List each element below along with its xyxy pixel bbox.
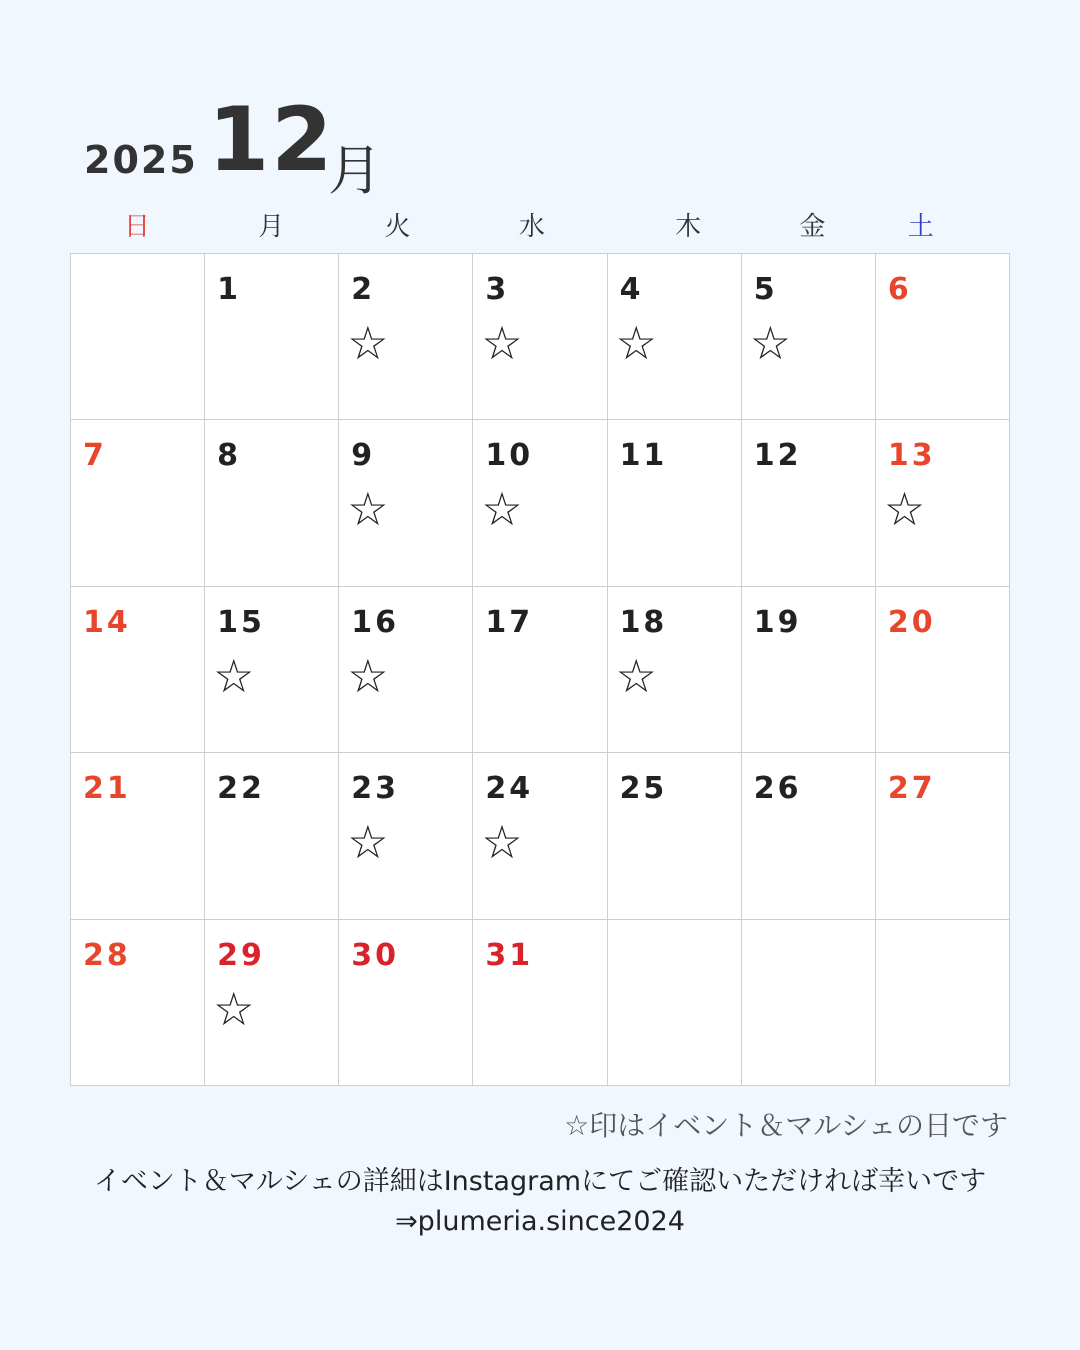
event-star-icon: ☆ <box>481 815 523 870</box>
calendar-day-cell <box>205 254 339 420</box>
calendar-day-cell <box>473 420 607 586</box>
event-star-icon: ☆ <box>347 648 389 703</box>
event-star-icon: ☆ <box>615 648 657 703</box>
year-label: 2025 <box>84 138 198 182</box>
day-number: 22 <box>217 771 265 807</box>
day-number: 18 <box>619 604 668 640</box>
day-number: 5 <box>753 272 778 307</box>
calendar-header <box>0 0 1080 200</box>
day-number: 3 <box>485 272 510 307</box>
calendar-grid <box>70 253 1010 1086</box>
day-number: 2 <box>351 272 376 307</box>
day-number: 13 <box>887 438 936 474</box>
info-line-1: イベント＆マルシェの詳細はInstagramにてご確認いただければ幸いです <box>93 1166 987 1197</box>
event-star-icon: ☆ <box>213 648 255 703</box>
calendar-day-cell <box>339 920 473 1086</box>
event-star-icon: ☆ <box>347 316 389 370</box>
day-number: 29 <box>217 937 265 973</box>
event-star-icon: ☆ <box>481 316 523 370</box>
calendar-day-cell <box>71 920 205 1086</box>
calendar-day-cell <box>339 587 473 753</box>
calendar-day-cell <box>339 420 473 586</box>
calendar-day-cell <box>608 420 742 586</box>
event-star-icon: ☆ <box>481 482 523 537</box>
day-number: 10 <box>485 438 534 474</box>
calendar-day-cell <box>742 753 876 919</box>
day-number: 9 <box>351 438 376 474</box>
calendar-day-cell <box>876 254 1010 420</box>
calendar-day-cell <box>205 420 339 586</box>
weekday-label: 日 <box>123 212 150 242</box>
calendar-empty-cell <box>608 920 742 1086</box>
event-star-icon: ☆ <box>347 482 389 537</box>
day-number: 23 <box>351 771 400 807</box>
day-number: 17 <box>485 604 534 640</box>
calendar-empty-cell <box>876 920 1010 1086</box>
calendar-day-cell <box>876 420 1010 586</box>
weekday-label: 金 <box>799 212 826 242</box>
calendar-day-cell <box>742 587 876 753</box>
calendar-day-cell <box>339 753 473 919</box>
day-number: 19 <box>753 604 802 640</box>
month-kanji: 月 <box>328 139 382 202</box>
event-star-icon: ☆ <box>347 815 389 870</box>
weekday-label: 水 <box>518 212 545 242</box>
calendar-day-cell <box>71 587 205 753</box>
calendar-day-cell <box>473 920 607 1086</box>
weekday-label: 木 <box>675 212 702 242</box>
event-star-icon: ☆ <box>213 981 255 1036</box>
month-number: 12 <box>208 88 335 191</box>
day-number: 15 <box>217 604 265 640</box>
day-number: 8 <box>217 438 242 474</box>
event-star-icon: ☆ <box>615 316 657 370</box>
legend-text: ☆印はイベント＆マルシェの日です <box>564 1109 1008 1142</box>
calendar-day-cell <box>473 254 607 420</box>
day-number: 20 <box>887 604 936 640</box>
info-line-2: ⇒plumeria.since2024 <box>395 1206 685 1237</box>
day-number: 1 <box>217 272 242 307</box>
day-number: 11 <box>619 438 668 474</box>
day-number: 7 <box>83 438 107 474</box>
day-number: 12 <box>753 438 802 474</box>
calendar-day-cell <box>205 587 339 753</box>
day-number: 4 <box>619 272 644 307</box>
day-number: 31 <box>485 937 534 973</box>
calendar-day-cell <box>339 254 473 420</box>
calendar-day-cell <box>876 587 1010 753</box>
day-number: 28 <box>83 937 131 973</box>
day-number: 21 <box>83 771 131 807</box>
info-text <box>0 1162 1080 1242</box>
calendar-day-cell <box>205 753 339 919</box>
calendar-empty-cell <box>71 254 205 420</box>
calendar-day-cell <box>608 254 742 420</box>
calendar-day-cell <box>205 920 339 1086</box>
event-star-icon: ☆ <box>749 316 791 370</box>
calendar-day-cell <box>473 587 607 753</box>
weekday-label: 火 <box>384 212 411 242</box>
day-number: 6 <box>887 272 912 307</box>
day-number: 26 <box>753 771 802 807</box>
event-star-icon: ☆ <box>883 482 926 537</box>
day-number: 25 <box>619 771 668 807</box>
calendar-day-cell <box>608 587 742 753</box>
calendar-day-cell <box>742 254 876 420</box>
day-number: 24 <box>485 771 534 807</box>
weekday-header-row <box>70 206 1010 250</box>
calendar-day-cell <box>71 420 205 586</box>
weekday-label: 月 <box>258 212 285 242</box>
weekday-label: 土 <box>907 212 934 242</box>
calendar-day-cell <box>876 753 1010 919</box>
day-number: 30 <box>351 937 400 973</box>
calendar-day-cell <box>71 753 205 919</box>
calendar-day-cell <box>742 420 876 586</box>
day-number: 14 <box>83 604 131 640</box>
day-number: 16 <box>351 604 400 640</box>
calendar-day-cell <box>608 753 742 919</box>
calendar-empty-cell <box>742 920 876 1086</box>
day-number: 27 <box>887 771 936 807</box>
calendar-day-cell <box>473 753 607 919</box>
